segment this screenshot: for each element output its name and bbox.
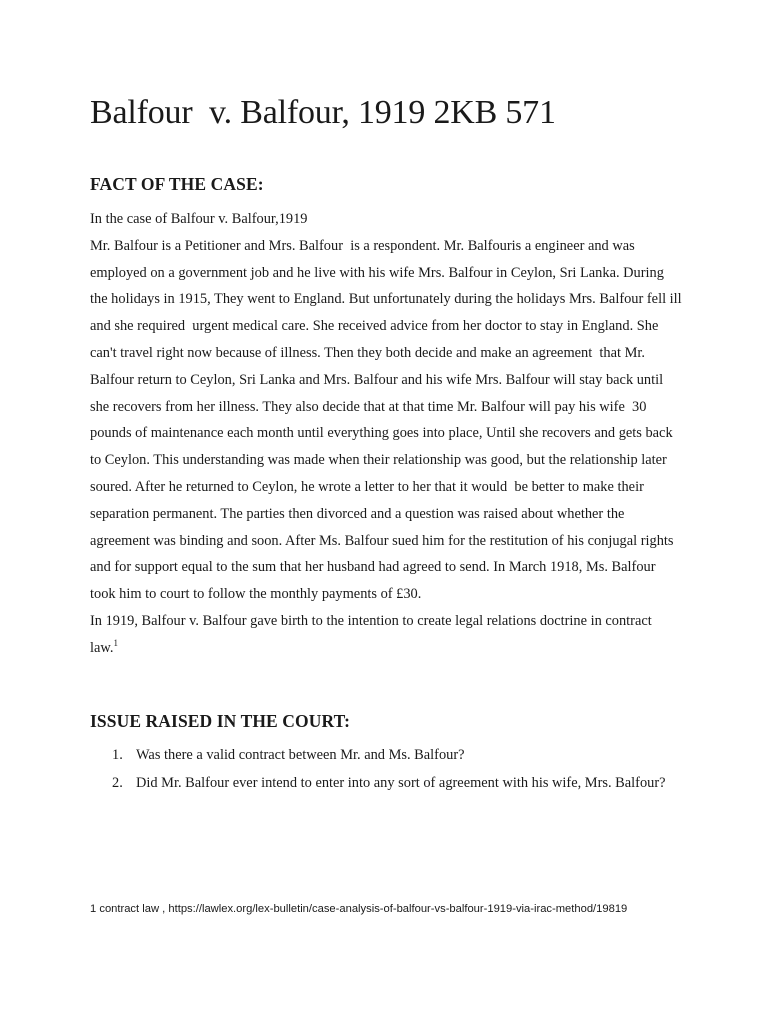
issue-list: [90, 742, 682, 797]
facts-paragraph-3-text: In 1919, Balfour v. Balfour gave birth to the intention to create legal relations doctrine in contract law.: [90, 612, 656, 656]
facts-paragraph-1: In the case of Balfour v. Balfour,1919: [90, 211, 308, 227]
facts-paragraph-2: Mr. Balfour is a Petitioner and Mrs. Balfour is a respondent. Mr. Balfouris a engineer and was employed on a government job and he live with his wife Mrs. Balfour in Ceylon, Sri Lanka. During the holidays in 1915, They went to England. But unfortunately during the holidays Mrs. Balfour fell ill and she required urgent medical care. She received advice from her doctor to stay in England. She can't travel right now because of illness. Then they both decide and make an agreement that Mr. Balfour return to Ceylon, Sri Lanka and Mrs. Balfour and his wife Mrs. Balfour will stay back until she recovers from her illness. They also decide that at that time Mr. Balfour will pay his wife 30 pounds of maintenance each month until everything goes into place, Until she recovers and gets back to Ceylon. This understanding was made when their relationship was good, but the relationship later soured. After he returned to Ceylon, he wrote a letter to her that it would be better to make their separation permanent. The parties then divorced and a question was raised about whether the agreement was binding and soon. After Ms. Balfour sued him for the restitution of his conjugal rights and for support equal to the sum that her husband had agreed to send. In March 1918, Ms. Balfour took him to court to follow the monthly payments of £30.: [90, 237, 686, 603]
footnote-label: contract law ,: [99, 903, 166, 915]
facts-heading: FACT OF THE CASE:: [90, 174, 264, 194]
document-title: Balfour v. Balfour, 1919 2KB 571: [90, 94, 556, 131]
issue-text: Was there a valid contract between Mr. and Ms. Balfour?: [136, 747, 465, 763]
issue-number: 2.: [112, 774, 123, 791]
issue-item: [90, 770, 682, 798]
issue-item: [90, 742, 682, 770]
footnote-link[interactable]: https://lawlex.org/lex-bulletin/case-analysis-of-balfour-vs-balfour-1919-via-irac-method/19819: [168, 903, 628, 915]
facts-paragraph-3: [90, 608, 682, 662]
issue-heading: ISSUE RAISED IN THE COURT:: [90, 711, 351, 731]
footnote-reference-marker[interactable]: 1: [113, 637, 118, 648]
footnote: [90, 902, 650, 917]
footnote-marker: 1: [90, 903, 97, 915]
issue-number: 1.: [112, 747, 123, 763]
issue-text: Did Mr. Balfour ever intend to enter into any sort of agreement with his wife, Mrs. Balfour?: [136, 774, 666, 791]
facts-body: [90, 206, 686, 662]
